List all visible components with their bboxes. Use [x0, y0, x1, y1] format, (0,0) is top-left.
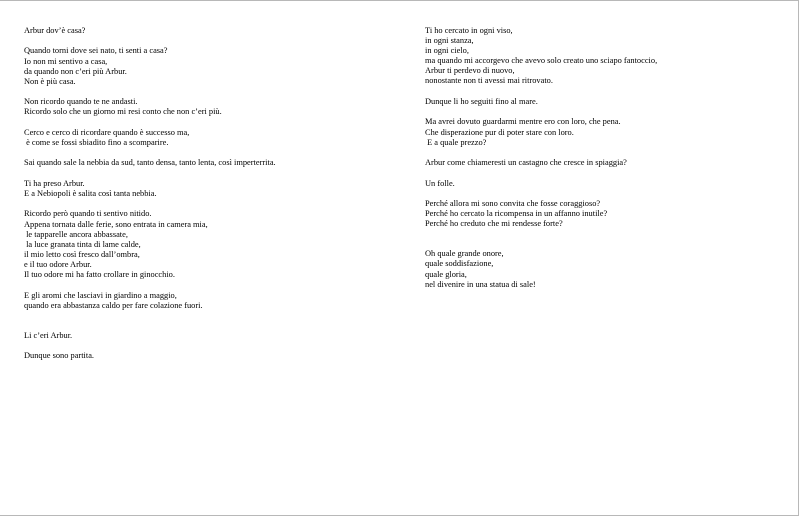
text-line: Ti ha preso Arbur.: [24, 178, 85, 188]
text-line: in ogni cielo,: [425, 46, 469, 56]
stanza: [425, 199, 785, 229]
spacer: [24, 321, 394, 331]
stanza: [425, 158, 785, 168]
text-line: il mio letto così fresco dall’ombra,: [24, 249, 140, 259]
text-line: Un folle.: [425, 178, 455, 188]
text-line: Arbur dov’è casa?: [24, 26, 86, 35]
text-line: Ma avrei dovuto guardarmi mentre ero con loro, che pena.: [425, 117, 621, 127]
text-line: Perché ho cercato la ricompensa in un affanno inutile?: [425, 209, 608, 219]
text-line: Io non mi sentivo a casa,: [24, 56, 108, 66]
text-line: e il tuo odore Arbur.: [24, 259, 92, 269]
text-line: le tapparelle ancora abbassate,: [24, 229, 128, 239]
text-line: Arbur ti perdevo di nuovo,: [425, 66, 515, 76]
text-line: Ricordo però quando ti sentivo nitido.: [24, 209, 152, 219]
text-line: nonostante non ti avessi mai ritrovato.: [425, 76, 553, 86]
text-line: Perché allora mi sono convita che fosse coraggioso?: [425, 199, 601, 209]
text-line: Cerco e cerco di ricordare quando è successo ma,: [24, 127, 190, 137]
text-line: Ricordo solo che un giorno mi resi conto che non c’eri più.: [24, 107, 222, 117]
text-line: Che disperazione pur di poter stare con loro.: [425, 127, 574, 137]
text-line: Non ricordo quando te ne andasti.: [24, 97, 138, 107]
text-line: Arbur come chiameresti un castagno che cresce in spiaggia?: [425, 158, 627, 168]
stanza: [24, 291, 394, 311]
text-line: quale soddisfazione,: [425, 259, 494, 269]
stanza: [24, 26, 394, 36]
stanza: [24, 331, 394, 341]
spacer: [425, 240, 785, 250]
right-page: [425, 26, 785, 300]
text-line: è come se fossi sbiadito fino a scomparire.: [24, 137, 169, 147]
text-line: la luce granata tinta di lame calde,: [24, 239, 141, 249]
text-line: Sai quando sale la nebbia da sud, tanto densa, tanto lenta, così imperterrita.: [24, 158, 276, 168]
text-line: Dunque li ho seguiti fino al mare.: [425, 96, 538, 106]
text-line: E a Nebiopoli è salita così tanta nebbia.: [24, 188, 157, 198]
text-line: Non è più casa.: [24, 76, 76, 86]
text-line: E a quale prezzo?: [425, 137, 487, 147]
text-line: nel divenire in una statua di sale!: [425, 279, 536, 289]
stanza: [24, 97, 394, 117]
stanza: [24, 128, 394, 148]
stanza: [425, 97, 785, 107]
stanza: [425, 179, 785, 189]
text-line: in ogni stanza,: [425, 36, 474, 46]
text-line: ma quando mi accorgevo che avevo solo creato uno sciapo fantoccio,: [425, 56, 658, 66]
stanza: [24, 158, 394, 168]
text-line: Dunque sono partita.: [24, 351, 95, 361]
text-line: quale gloria,: [425, 269, 467, 279]
left-page: [24, 26, 394, 372]
stanza: [24, 179, 394, 199]
stanza: [24, 46, 394, 86]
text-line: Appena tornata dalle ferie, sono entrata in camera mia,: [24, 219, 208, 229]
stanza: [24, 351, 394, 361]
text-line: Oh quale grande onore,: [425, 249, 504, 259]
stanza: [24, 209, 394, 280]
stanza: [425, 26, 785, 87]
text-line: quando era abbastanza caldo per fare colazione fuori.: [24, 300, 203, 310]
text-line: Ti ho cercato in ogni viso,: [425, 26, 513, 35]
text-line: Perché ho creduto che mi rendesse forte?: [425, 219, 563, 229]
stanza: [425, 117, 785, 147]
text-line: Il tuo odore mi ha fatto crollare in ginocchio.: [24, 270, 175, 280]
text-line: Li c’eri Arbur.: [24, 330, 73, 340]
text-line: Quando torni dove sei nato, ti senti a casa?: [24, 46, 168, 56]
stanza: [425, 249, 785, 289]
text-line: E gli aromi che lasciavi in giardino a maggio,: [24, 290, 177, 300]
text-line: da quando non c’eri più Arbur.: [24, 66, 127, 76]
